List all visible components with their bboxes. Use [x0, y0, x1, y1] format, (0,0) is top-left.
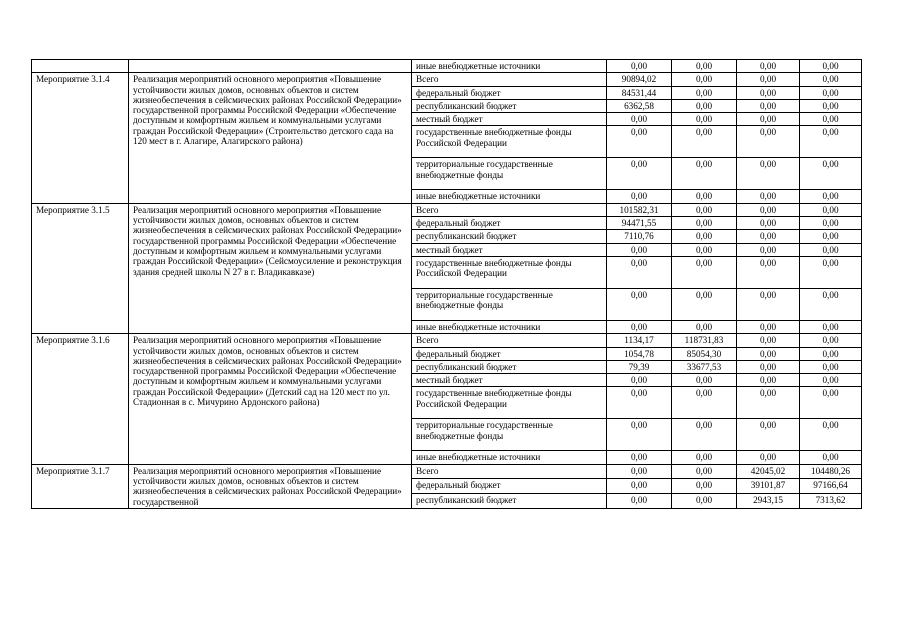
value-cell: 118731,83: [672, 334, 737, 347]
value-cell: 0,00: [672, 464, 737, 479]
value-cell: 0,00: [672, 86, 737, 99]
table-row: [32, 203, 862, 216]
table-row: [32, 73, 862, 86]
value-cell: 0,00: [737, 288, 800, 320]
value-cell: 0,00: [607, 243, 672, 256]
event-description-cell: Реализация мероприятий основного мероприятия «Повышение устойчивости жилых домов, основных объектов и систем жизнеобеспечения в сейсмических районах Российской Федерации» государственной программы Российской Федерации «Обеспечение доступным и комфортным жильем и коммунальными услугами граждан Российской Федерации» (Строительство детского сада на 120 мест в г. Алагире, Алагирского района): [129, 73, 412, 203]
funding-source-cell: государственные внебюджетные фонды Российской Федерации: [412, 126, 607, 158]
value-cell: 0,00: [737, 387, 800, 419]
value-cell: 1054,78: [607, 347, 672, 360]
value-cell: 0,00: [607, 60, 672, 73]
event-id-cell: Мероприятие 3.1.4: [32, 73, 129, 203]
value-cell: 0,00: [800, 243, 862, 256]
value-cell: 42045,02: [737, 464, 800, 479]
value-cell: 0,00: [737, 60, 800, 73]
value-cell: 0,00: [737, 360, 800, 373]
value-cell: 6362,58: [607, 99, 672, 112]
value-cell: 7110,76: [607, 230, 672, 243]
event-description-cell: Реализация мероприятий основного мероприятия «Повышение устойчивости жилых домов, основных объектов и систем жизнеобеспечения в сейсмических районах Российской Федерации» государственной программы Российской Федерации «Обеспечение доступным и комфортным жильем и коммунальными услугами граждан Российской Федерации» (Детский сад на 120 мест по ул. Стадионная в с. Мичурино Ардонского района): [129, 334, 412, 464]
funding-source-cell: республиканский бюджет: [412, 99, 607, 112]
value-cell: 0,00: [800, 113, 862, 126]
value-cell: 90894,02: [607, 73, 672, 86]
value-cell: 0,00: [800, 60, 862, 73]
value-cell: 39101,87: [737, 479, 800, 494]
value-cell: 0,00: [800, 158, 862, 190]
value-cell: 0,00: [607, 190, 672, 203]
value-cell: 0,00: [607, 256, 672, 288]
budget-table: [31, 59, 862, 509]
value-cell: 0,00: [607, 126, 672, 158]
funding-source-cell: Всего: [412, 334, 607, 347]
funding-source-cell: иные внебюджетные источники: [412, 320, 607, 333]
value-cell: 0,00: [672, 158, 737, 190]
event-id-cell: [32, 60, 129, 73]
value-cell: 97166,64: [800, 479, 862, 494]
value-cell: 0,00: [737, 203, 800, 216]
value-cell: 7313,62: [800, 494, 862, 509]
value-cell: 1134,17: [607, 334, 672, 347]
event-description-cell: Реализация мероприятий основного мероприятия «Повышение устойчивости жилых домов, основных объектов и систем жизнеобеспечения в сейсмических районах Российской Федерации» государственной программы Российской Федерации «Обеспечение доступным и комфортным жильем и коммунальными услугами граждан Российской Федерации» (Сейсмоусиление и реконструкция здания средней школы N 27 в г. Владикавказе): [129, 203, 412, 333]
value-cell: 2943,15: [737, 494, 800, 509]
value-cell: 0,00: [800, 360, 862, 373]
value-cell: 0,00: [672, 494, 737, 509]
value-cell: 0,00: [607, 479, 672, 494]
value-cell: 0,00: [800, 419, 862, 451]
value-cell: 0,00: [737, 256, 800, 288]
value-cell: 0,00: [800, 387, 862, 419]
value-cell: 0,00: [607, 419, 672, 451]
value-cell: 0,00: [800, 320, 862, 333]
value-cell: 0,00: [672, 203, 737, 216]
funding-source-cell: иные внебюджетные источники: [412, 451, 607, 464]
value-cell: 0,00: [800, 86, 862, 99]
table-row: [32, 464, 862, 479]
funding-source-cell: Всего: [412, 73, 607, 86]
value-cell: 0,00: [607, 374, 672, 387]
value-cell: 0,00: [672, 256, 737, 288]
value-cell: 85054,30: [672, 347, 737, 360]
value-cell: 0,00: [672, 288, 737, 320]
funding-source-cell: республиканский бюджет: [412, 360, 607, 373]
funding-source-cell: местный бюджет: [412, 374, 607, 387]
funding-source-cell: Всего: [412, 203, 607, 216]
value-cell: 0,00: [737, 419, 800, 451]
value-cell: 33677,53: [672, 360, 737, 373]
value-cell: 0,00: [607, 288, 672, 320]
table-row: [32, 334, 862, 347]
value-cell: 0,00: [607, 158, 672, 190]
value-cell: 0,00: [672, 217, 737, 230]
value-cell: 101582,31: [607, 203, 672, 216]
funding-source-cell: федеральный бюджет: [412, 86, 607, 99]
value-cell: 79,39: [607, 360, 672, 373]
funding-source-cell: территориальные государственные внебюджетные фонды: [412, 419, 607, 451]
value-cell: 0,00: [737, 190, 800, 203]
event-id-cell: Мероприятие 3.1.6: [32, 334, 129, 464]
value-cell: 104480,26: [800, 464, 862, 479]
funding-source-cell: местный бюджет: [412, 113, 607, 126]
funding-source-cell: федеральный бюджет: [412, 479, 607, 494]
value-cell: 0,00: [800, 190, 862, 203]
event-id-cell: Мероприятие 3.1.5: [32, 203, 129, 333]
value-cell: 0,00: [800, 230, 862, 243]
funding-source-cell: республиканский бюджет: [412, 494, 607, 509]
funding-source-cell: республиканский бюджет: [412, 230, 607, 243]
value-cell: 0,00: [672, 190, 737, 203]
value-cell: 0,00: [737, 73, 800, 86]
value-cell: 0,00: [672, 243, 737, 256]
value-cell: 0,00: [672, 113, 737, 126]
funding-source-cell: государственные внебюджетные фонды Российской Федерации: [412, 387, 607, 419]
value-cell: 0,00: [607, 113, 672, 126]
value-cell: 0,00: [672, 230, 737, 243]
value-cell: 0,00: [737, 113, 800, 126]
funding-source-cell: федеральный бюджет: [412, 217, 607, 230]
value-cell: 0,00: [607, 464, 672, 479]
value-cell: 0,00: [672, 73, 737, 86]
event-id-cell: Мероприятие 3.1.7: [32, 464, 129, 508]
value-cell: 0,00: [737, 374, 800, 387]
value-cell: 0,00: [800, 73, 862, 86]
value-cell: 0,00: [607, 494, 672, 509]
value-cell: 0,00: [800, 347, 862, 360]
value-cell: 0,00: [800, 99, 862, 112]
value-cell: 0,00: [737, 217, 800, 230]
event-description-cell: Реализация мероприятий основного мероприятия «Повышение устойчивости жилых домов, основных объектов и систем жизнеобеспечения в сейсмических районах Российской Федерации» государственной: [129, 464, 412, 508]
table-row: [32, 60, 862, 73]
value-cell: 0,00: [672, 479, 737, 494]
value-cell: 0,00: [672, 60, 737, 73]
value-cell: 0,00: [672, 99, 737, 112]
value-cell: 0,00: [737, 243, 800, 256]
value-cell: 0,00: [800, 203, 862, 216]
value-cell: 84531,44: [607, 86, 672, 99]
value-cell: 0,00: [800, 126, 862, 158]
budget-table-body: [32, 60, 862, 509]
value-cell: 0,00: [800, 374, 862, 387]
funding-source-cell: государственные внебюджетные фонды Российской Федерации: [412, 256, 607, 288]
value-cell: 0,00: [737, 158, 800, 190]
value-cell: 0,00: [737, 347, 800, 360]
value-cell: 94471,55: [607, 217, 672, 230]
funding-source-cell: Всего: [412, 464, 607, 479]
funding-source-cell: территориальные государственные внебюджетные фонды: [412, 158, 607, 190]
funding-source-cell: территориальные государственные внебюджетные фонды: [412, 288, 607, 320]
funding-source-cell: федеральный бюджет: [412, 347, 607, 360]
value-cell: 0,00: [737, 99, 800, 112]
value-cell: 0,00: [737, 320, 800, 333]
value-cell: 0,00: [607, 320, 672, 333]
value-cell: 0,00: [800, 217, 862, 230]
value-cell: 0,00: [737, 451, 800, 464]
funding-source-cell: местный бюджет: [412, 243, 607, 256]
value-cell: 0,00: [737, 126, 800, 158]
value-cell: 0,00: [800, 288, 862, 320]
funding-source-cell: иные внебюджетные источники: [412, 60, 607, 73]
value-cell: 0,00: [672, 387, 737, 419]
value-cell: 0,00: [737, 86, 800, 99]
value-cell: 0,00: [672, 451, 737, 464]
value-cell: 0,00: [800, 256, 862, 288]
funding-source-cell: иные внебюджетные источники: [412, 190, 607, 203]
value-cell: 0,00: [672, 374, 737, 387]
value-cell: 0,00: [672, 320, 737, 333]
event-description-cell: [129, 60, 412, 73]
value-cell: 0,00: [672, 126, 737, 158]
value-cell: 0,00: [737, 334, 800, 347]
value-cell: 0,00: [800, 451, 862, 464]
value-cell: 0,00: [607, 451, 672, 464]
value-cell: 0,00: [737, 230, 800, 243]
value-cell: 0,00: [672, 419, 737, 451]
value-cell: 0,00: [800, 334, 862, 347]
value-cell: 0,00: [607, 387, 672, 419]
